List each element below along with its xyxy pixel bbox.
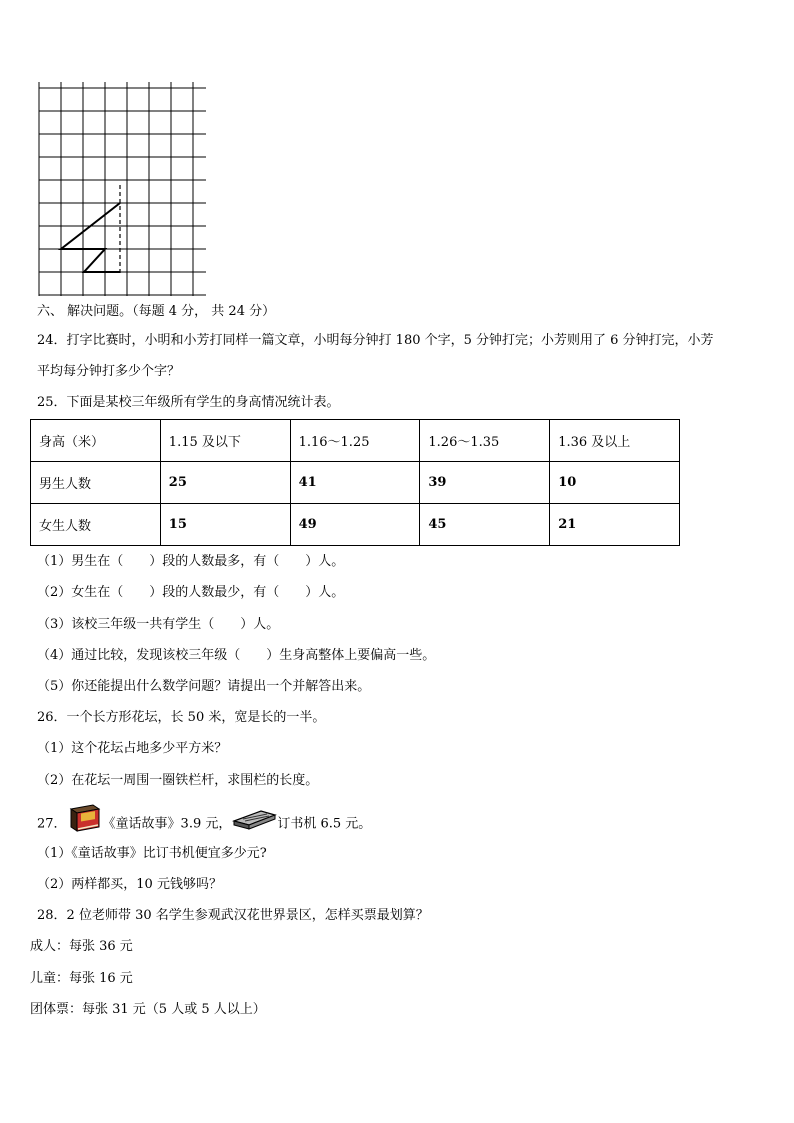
question-27-number: 27． [37,816,67,832]
table-cell: 41 [290,462,420,504]
question-24-line2: 平均每分钟打多少个字？ [37,364,181,379]
table-row [31,462,680,504]
table-cell: 1.16～1.25 [290,420,420,462]
section-heading: 六、 解决问题。（每题 4 分， 共 24 分） [37,304,276,319]
table-cell: 10 [550,462,680,504]
question-26-intro: 26．一个长方形花坛，长 50 米，宽是长的一半。 [37,710,326,725]
table-cell: 身高（米） [31,420,161,462]
table-cell: 45 [420,504,550,546]
ticket-child: 儿童：每张 16 元 [30,971,133,986]
question-25-sub4: （4）通过比较，发现该校三年级（ ）生身高整体上要偏高一些。 [37,648,436,663]
question-25-sub1: （1）男生在（ ）段的人数最多，有（ ）人。 [37,554,345,569]
question-27-sub2: （2）两样都买，10 元钱够吗？ [37,877,222,892]
question-24-line1: 24．打字比赛时，小明和小芳打同样一篇文章，小明每分钟打 180 个字，5 分钟打完；小芳则用了 6 分钟打完，小芳 [37,333,714,348]
ticket-adult: 成人：每张 36 元 [30,939,133,954]
question-26-sub1: （1）这个花坛占地多少平方米？ [37,741,228,756]
stapler-price-text: 订书机 6.5 元。 [277,816,372,832]
half-figure [61,203,120,272]
question-27-line [37,803,371,845]
grid-figure [30,80,210,304]
question-25-sub3: （3）该校三年级一共有学生（ ）人。 [37,617,280,632]
table-cell: 男生人数 [31,462,161,504]
table-cell: 1.36 及以上 [550,420,680,462]
table-cell: 女生人数 [31,504,161,546]
book-price-text: 《童话故事》3.9 元， [102,816,232,832]
table-cell: 1.26～1.35 [420,420,550,462]
stapler-icon [231,805,277,843]
question-25-sub2: （2）女生在（ ）段的人数最少，有（ ）人。 [37,585,345,600]
ticket-group: 团体票：每张 31 元（5 人或 5 人以上） [30,1002,266,1017]
table-header-row [31,420,680,462]
table-cell: 49 [290,504,420,546]
table-cell: 39 [420,462,550,504]
table-cell: 21 [550,504,680,546]
table-cell: 1.15 及以下 [160,420,290,462]
table-cell: 15 [160,504,290,546]
table-cell: 25 [160,462,290,504]
question-25-intro: 25．下面是某校三年级所有学生的身高情况统计表。 [37,395,340,410]
question-26-sub2: （2）在花坛一周围一圈铁栏杆，求围栏的长度。 [37,773,319,788]
question-28-intro: 28．2 位老师带 30 名学生参观武汉花世界景区，怎样买票最划算？ [37,908,429,923]
book-icon [67,803,103,845]
height-stats-table [30,419,680,546]
question-27-sub1: （1）《童话故事》比订书机便宜多少元? [37,846,267,861]
grid-svg [30,80,210,300]
table-row [31,504,680,546]
question-25-sub5: （5）你还能提出什么数学问题？请提出一个并解答出来。 [37,679,371,694]
